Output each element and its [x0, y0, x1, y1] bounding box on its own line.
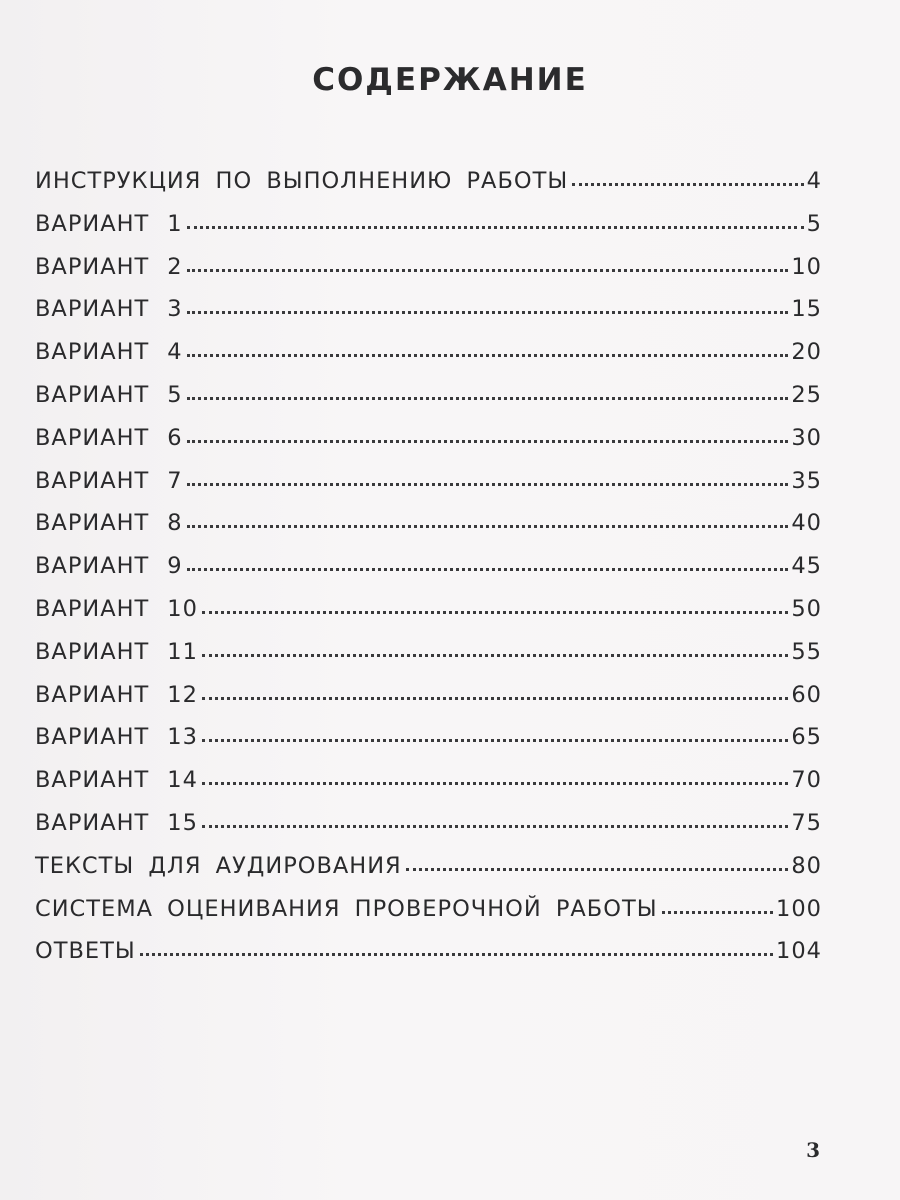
toc-entry-page: 75 [791, 809, 822, 836]
toc-entry-number: 13 [167, 724, 198, 751]
toc-entry-label: ТЕКСТЫ ДЛЯ АУДИРОВАНИЯ [35, 852, 402, 879]
dot-leader [187, 396, 789, 400]
dot-leader [202, 653, 788, 657]
toc-entry-number: 15 [167, 809, 198, 836]
toc-entry[interactable] [35, 468, 822, 511]
toc-entry-label: ВАРИАНТ [35, 467, 150, 494]
toc-entry-number: 5 [167, 381, 183, 408]
dot-leader [187, 268, 789, 272]
dot-leader [187, 482, 789, 486]
toc-entry-label: ВАРИАНТ [35, 681, 150, 708]
dot-leader [202, 738, 788, 742]
toc-entry-label: ВАРИАНТ [35, 381, 150, 408]
toc-entry-number: 7 [167, 467, 183, 494]
toc-entry[interactable] [35, 254, 822, 297]
page-title: СОДЕРЖАНИЕ [312, 62, 588, 98]
toc-entry-number: 14 [167, 767, 198, 794]
toc-entry[interactable] [35, 896, 822, 939]
toc-entry-number: 8 [167, 510, 183, 537]
dot-leader [202, 696, 788, 700]
toc-entry-page: 80 [791, 852, 822, 879]
toc-entry[interactable] [35, 296, 822, 339]
toc-entry[interactable] [35, 682, 822, 725]
toc-entry-label: ВАРИАНТ [35, 296, 150, 323]
toc-entry-label: ВАРИАНТ [35, 424, 150, 451]
toc-entry-page: 60 [791, 681, 822, 708]
toc-entry-number: 3 [167, 296, 183, 323]
toc-entry-number: 10 [167, 595, 198, 622]
dot-leader [187, 439, 789, 443]
dot-leader [187, 310, 789, 314]
toc-entry-page: 5 [806, 210, 822, 237]
toc-entry-label: ВАРИАНТ [35, 339, 150, 366]
dot-leader [187, 524, 789, 528]
toc-entry-page: 30 [791, 424, 822, 451]
dot-leader [572, 182, 803, 186]
toc-entry-page: 45 [791, 553, 822, 580]
toc-entry[interactable] [35, 382, 822, 425]
toc-entry-page: 20 [791, 339, 822, 366]
toc-entry[interactable] [35, 339, 822, 382]
toc-entry[interactable] [35, 168, 822, 211]
toc-entry-number: 6 [167, 424, 183, 451]
toc-entry-number: 2 [167, 253, 183, 280]
toc-entry[interactable] [35, 425, 822, 468]
toc-entry-number: 11 [167, 638, 198, 665]
toc-entry[interactable] [35, 639, 822, 682]
toc-entry-label: ВАРИАНТ [35, 210, 150, 237]
dot-leader [202, 781, 788, 785]
dot-leader [140, 952, 773, 956]
toc-entry-label: ВАРИАНТ [35, 553, 150, 580]
dot-leader [187, 225, 804, 229]
toc-entry-page: 35 [791, 467, 822, 494]
toc-entry-page: 70 [791, 767, 822, 794]
toc-entry-page: 65 [791, 724, 822, 751]
toc-entry[interactable] [35, 510, 822, 553]
toc-entry-label: ВАРИАНТ [35, 595, 150, 622]
dot-leader [406, 867, 789, 871]
toc-entry-page: 25 [791, 381, 822, 408]
toc-entry-label: ВАРИАНТ [35, 253, 150, 280]
toc-entry-number: 1 [167, 210, 183, 237]
toc-entry-label: ИНСТРУКЦИЯ ПО ВЫПОЛНЕНИЮ РАБОТЫ [35, 168, 569, 194]
toc-entry[interactable] [35, 938, 822, 981]
dot-leader [187, 567, 789, 571]
toc-entry-label: ВАРИАНТ [35, 724, 150, 751]
toc-entry-page: 10 [791, 253, 822, 280]
toc-entry-label: ОТВЕТЫ [35, 938, 136, 965]
dot-leader [202, 610, 788, 614]
toc-entry-label: ВАРИАНТ [35, 809, 150, 836]
toc-entry[interactable] [35, 596, 822, 639]
toc-entry-page: 40 [791, 510, 822, 537]
dot-leader [187, 353, 789, 357]
page-number: 3 [806, 1138, 820, 1162]
toc-entry[interactable] [35, 553, 822, 596]
toc-entry[interactable] [35, 767, 822, 810]
dot-leader [202, 824, 788, 828]
toc-entry-number: 12 [167, 681, 198, 708]
toc-entry-page: 104 [776, 938, 822, 965]
toc-entry[interactable] [35, 724, 822, 767]
toc-entry-label: ВАРИАНТ [35, 767, 150, 794]
toc-entry-label: ВАРИАНТ [35, 638, 150, 665]
dot-leader [662, 910, 774, 914]
toc-entry-page: 55 [791, 638, 822, 665]
toc-entry-page: 100 [776, 895, 822, 922]
table-of-contents [35, 168, 822, 981]
toc-entry-label: СИСТЕМА ОЦЕНИВАНИЯ ПРОВЕРОЧНОЙ РАБОТЫ [35, 895, 658, 922]
toc-entry-number: 9 [167, 553, 183, 580]
toc-entry[interactable] [35, 810, 822, 853]
toc-entry-number: 4 [167, 339, 183, 366]
toc-entry-label: ВАРИАНТ [35, 510, 150, 537]
toc-entry-page: 4 [806, 168, 822, 194]
toc-entry-page: 15 [791, 296, 822, 323]
toc-entry[interactable] [35, 211, 822, 254]
toc-entry-page: 50 [791, 595, 822, 622]
toc-entry[interactable] [35, 853, 822, 896]
